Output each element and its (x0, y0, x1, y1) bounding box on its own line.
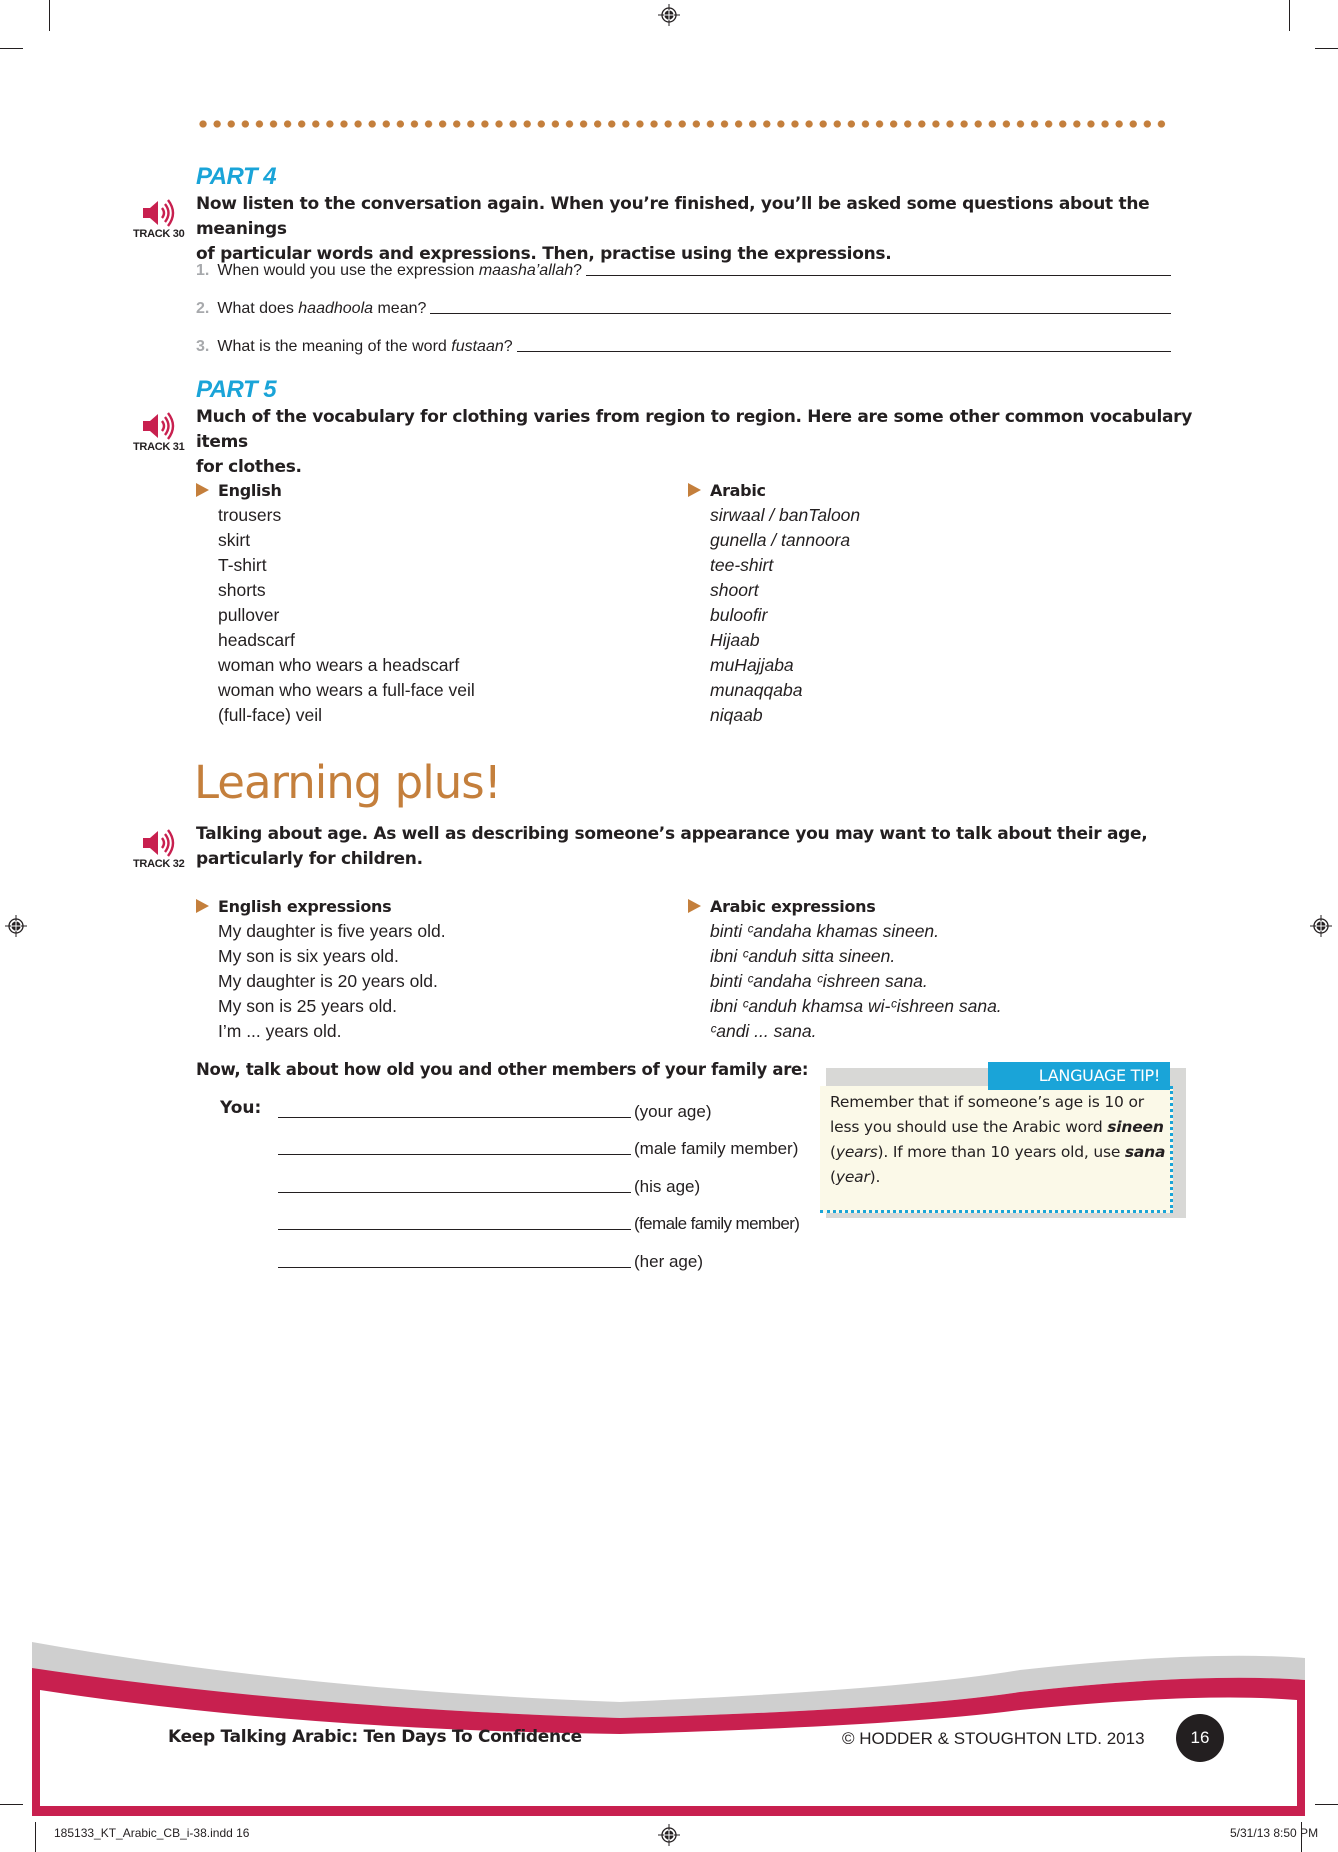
question-text: mean? (373, 300, 427, 317)
question-text: When would you use the expression (217, 262, 479, 279)
triangle-bullet-icon (688, 899, 701, 913)
fill-row-female-member (278, 1210, 799, 1234)
tip-text-part: Remember that if someone’s age is 10 or less you should use the Arabic word (830, 1093, 1144, 1136)
question-term: fustaan (451, 338, 504, 355)
column-header-label: Arabic expressions (710, 897, 876, 916)
page-number: 16 (1176, 1714, 1224, 1762)
language-tip-text (830, 1090, 1168, 1190)
arabic-vocab-column (688, 478, 860, 728)
instruction-line: of particular words and expressions. Then, practise using the expressions. (196, 244, 892, 264)
learning-plus-title: Learning plus! (194, 756, 501, 809)
column-header (710, 894, 1002, 919)
slug-datetime: 5/31/13 8:50 PM (1230, 1826, 1319, 1840)
answer-line[interactable] (586, 275, 1171, 276)
tip-italic-term: year (835, 1168, 870, 1186)
english-expressions-column (196, 894, 446, 1044)
expression-item: My daughter is 20 years old. (218, 971, 438, 991)
expression-item: ibni ᶜanduh khamsa wi-ᶜishreen sana. (710, 996, 1002, 1016)
answer-line[interactable] (278, 1229, 631, 1230)
triangle-bullet-icon (688, 483, 701, 497)
track-label: TRACK 31 (133, 441, 185, 453)
question-text: What does (217, 300, 299, 317)
question-text: ? (503, 338, 513, 355)
copyright: © HODDER & STOUGHTON LTD. 2013 (842, 1729, 1145, 1748)
column-header (710, 478, 860, 503)
part5-title: PART 5 (196, 376, 277, 403)
speaker-icon (141, 198, 175, 228)
book-title: Keep Talking Arabic: Ten Days To Confidence (168, 1727, 582, 1747)
arabic-expressions-column (688, 894, 1002, 1044)
vocab-item: trousers (218, 505, 282, 525)
fill-hint: (male family member) (634, 1139, 799, 1158)
tip-italic-term: years (835, 1143, 878, 1161)
crop-mark (1315, 48, 1338, 49)
question-term: maasha’allah (478, 262, 574, 279)
fill-hint: (his age) (634, 1177, 701, 1196)
crop-mark (35, 1822, 36, 1852)
vocab-item: buloofir (710, 605, 768, 625)
speaker-icon (141, 828, 175, 858)
registration-mark-icon (5, 915, 27, 937)
expression-item: ᶜandi ... sana. (710, 1021, 817, 1041)
answer-line[interactable] (278, 1154, 631, 1155)
audio-track-30[interactable] (133, 198, 183, 240)
fill-row-male-member (278, 1135, 798, 1159)
instruction-line: Now listen to the conversation again. When you’re finished, you’ll be asked some questions about the meanings (196, 194, 1150, 239)
audio-track-32[interactable] (133, 828, 183, 870)
column-header-label: English expressions (218, 897, 392, 916)
triangle-bullet-icon (196, 899, 209, 913)
vocab-item: gunella / tannoora (710, 530, 851, 550)
instruction-line: particularly for children. (196, 849, 423, 869)
question-3 (196, 332, 1171, 356)
vocab-item: pullover (218, 605, 280, 625)
vocab-item: munaqqaba (710, 680, 803, 700)
expression-item: ibni ᶜanduh sitta sineen. (710, 946, 896, 966)
language-tip-title: LANGUAGE TIP! (988, 1062, 1170, 1090)
vocab-item: muHajjaba (710, 655, 794, 675)
tip-bold-term: sineen (1107, 1118, 1164, 1136)
instruction-line: Much of the vocabulary for clothing varies from region to region. Here are some other common vocabulary items (196, 407, 1193, 452)
crop-mark (49, 0, 50, 31)
registration-mark-icon (1310, 915, 1332, 937)
speaker-icon (141, 411, 175, 441)
vocab-item: headscarf (218, 630, 295, 650)
footer-band (0, 1630, 1338, 1820)
vocab-item: niqaab (710, 705, 763, 725)
instruction-line: Talking about age. As well as describing someone’s appearance you may want to talk about their age, (196, 824, 1148, 844)
vocab-item: (full-face) veil (218, 705, 323, 725)
column-header (218, 894, 446, 919)
answer-line[interactable] (430, 313, 1171, 314)
crop-mark (1289, 0, 1290, 31)
fill-hint: (female family member) (634, 1214, 800, 1233)
triangle-bullet-icon (196, 483, 209, 497)
fill-hint: (your age) (634, 1102, 712, 1121)
vocab-item: woman who wears a full-face veil (218, 680, 475, 700)
expression-item: My son is six years old. (218, 946, 399, 966)
vocab-item: tee-shirt (710, 555, 774, 575)
answer-line[interactable] (278, 1267, 631, 1268)
tip-text-part: ( (830, 1143, 836, 1161)
expression-item: binti ᶜandaha ᶜishreen sana. (710, 971, 928, 991)
english-vocab-column (196, 478, 475, 728)
learning-plus-instructions (196, 822, 1196, 872)
vocab-item: sirwaal / banTaloon (710, 505, 861, 525)
track-label: TRACK 32 (133, 858, 185, 870)
instruction-line: for clothes. (196, 457, 302, 477)
dotted-divider (196, 119, 1170, 129)
fill-hint: (her age) (634, 1252, 703, 1271)
vocab-item: skirt (218, 530, 251, 550)
question-1 (196, 256, 1171, 280)
question-number: 1. (196, 262, 210, 279)
vocab-item: T-shirt (218, 555, 267, 575)
vocab-item: shoort (710, 580, 759, 600)
audio-track-31[interactable] (133, 411, 183, 453)
you-label: You: (220, 1098, 262, 1118)
family-age-prompt: Now, talk about how old you and other members of your family are: (196, 1060, 809, 1079)
registration-mark-icon (658, 1824, 680, 1846)
tip-text-part: ). If more than 10 years old, use (877, 1143, 1125, 1161)
crop-mark (0, 48, 23, 49)
expression-item: My daughter is five years old. (218, 921, 446, 941)
fill-row-his-age (278, 1173, 700, 1197)
question-term: haadhoola (298, 300, 374, 317)
column-header (218, 478, 475, 503)
tip-bold-term: sana (1124, 1143, 1166, 1161)
question-number: 2. (196, 300, 210, 317)
answer-line[interactable] (278, 1192, 631, 1193)
question-text: ? (573, 262, 583, 279)
question-text: What is the meaning of the word (217, 338, 452, 355)
track-label: TRACK 30 (133, 228, 185, 240)
question-number: 3. (196, 338, 210, 355)
vocab-item: woman who wears a headscarf (218, 655, 460, 675)
question-2 (196, 294, 1171, 318)
expression-item: binti ᶜandaha khamas sineen. (710, 921, 940, 941)
vocab-item: shorts (218, 580, 266, 600)
fill-row-your-age (278, 1098, 711, 1122)
part4-title: PART 4 (196, 163, 277, 190)
expression-item: My son is 25 years old. (218, 996, 397, 1016)
slug-filename: 185133_KT_Arabic_CB_i-38.indd 16 (54, 1826, 250, 1840)
registration-mark-icon (658, 4, 680, 26)
part5-instructions (196, 405, 1196, 480)
tip-text-part: ). (869, 1168, 881, 1186)
fill-row-her-age (278, 1248, 703, 1272)
expression-item: I’m ... years old. (218, 1021, 342, 1041)
column-header-label: Arabic (710, 481, 766, 500)
tip-text-part: ( (830, 1168, 836, 1186)
answer-line[interactable] (278, 1117, 631, 1118)
vocab-item: Hijaab (710, 630, 760, 650)
column-header-label: English (218, 481, 282, 500)
answer-line[interactable] (517, 351, 1171, 352)
